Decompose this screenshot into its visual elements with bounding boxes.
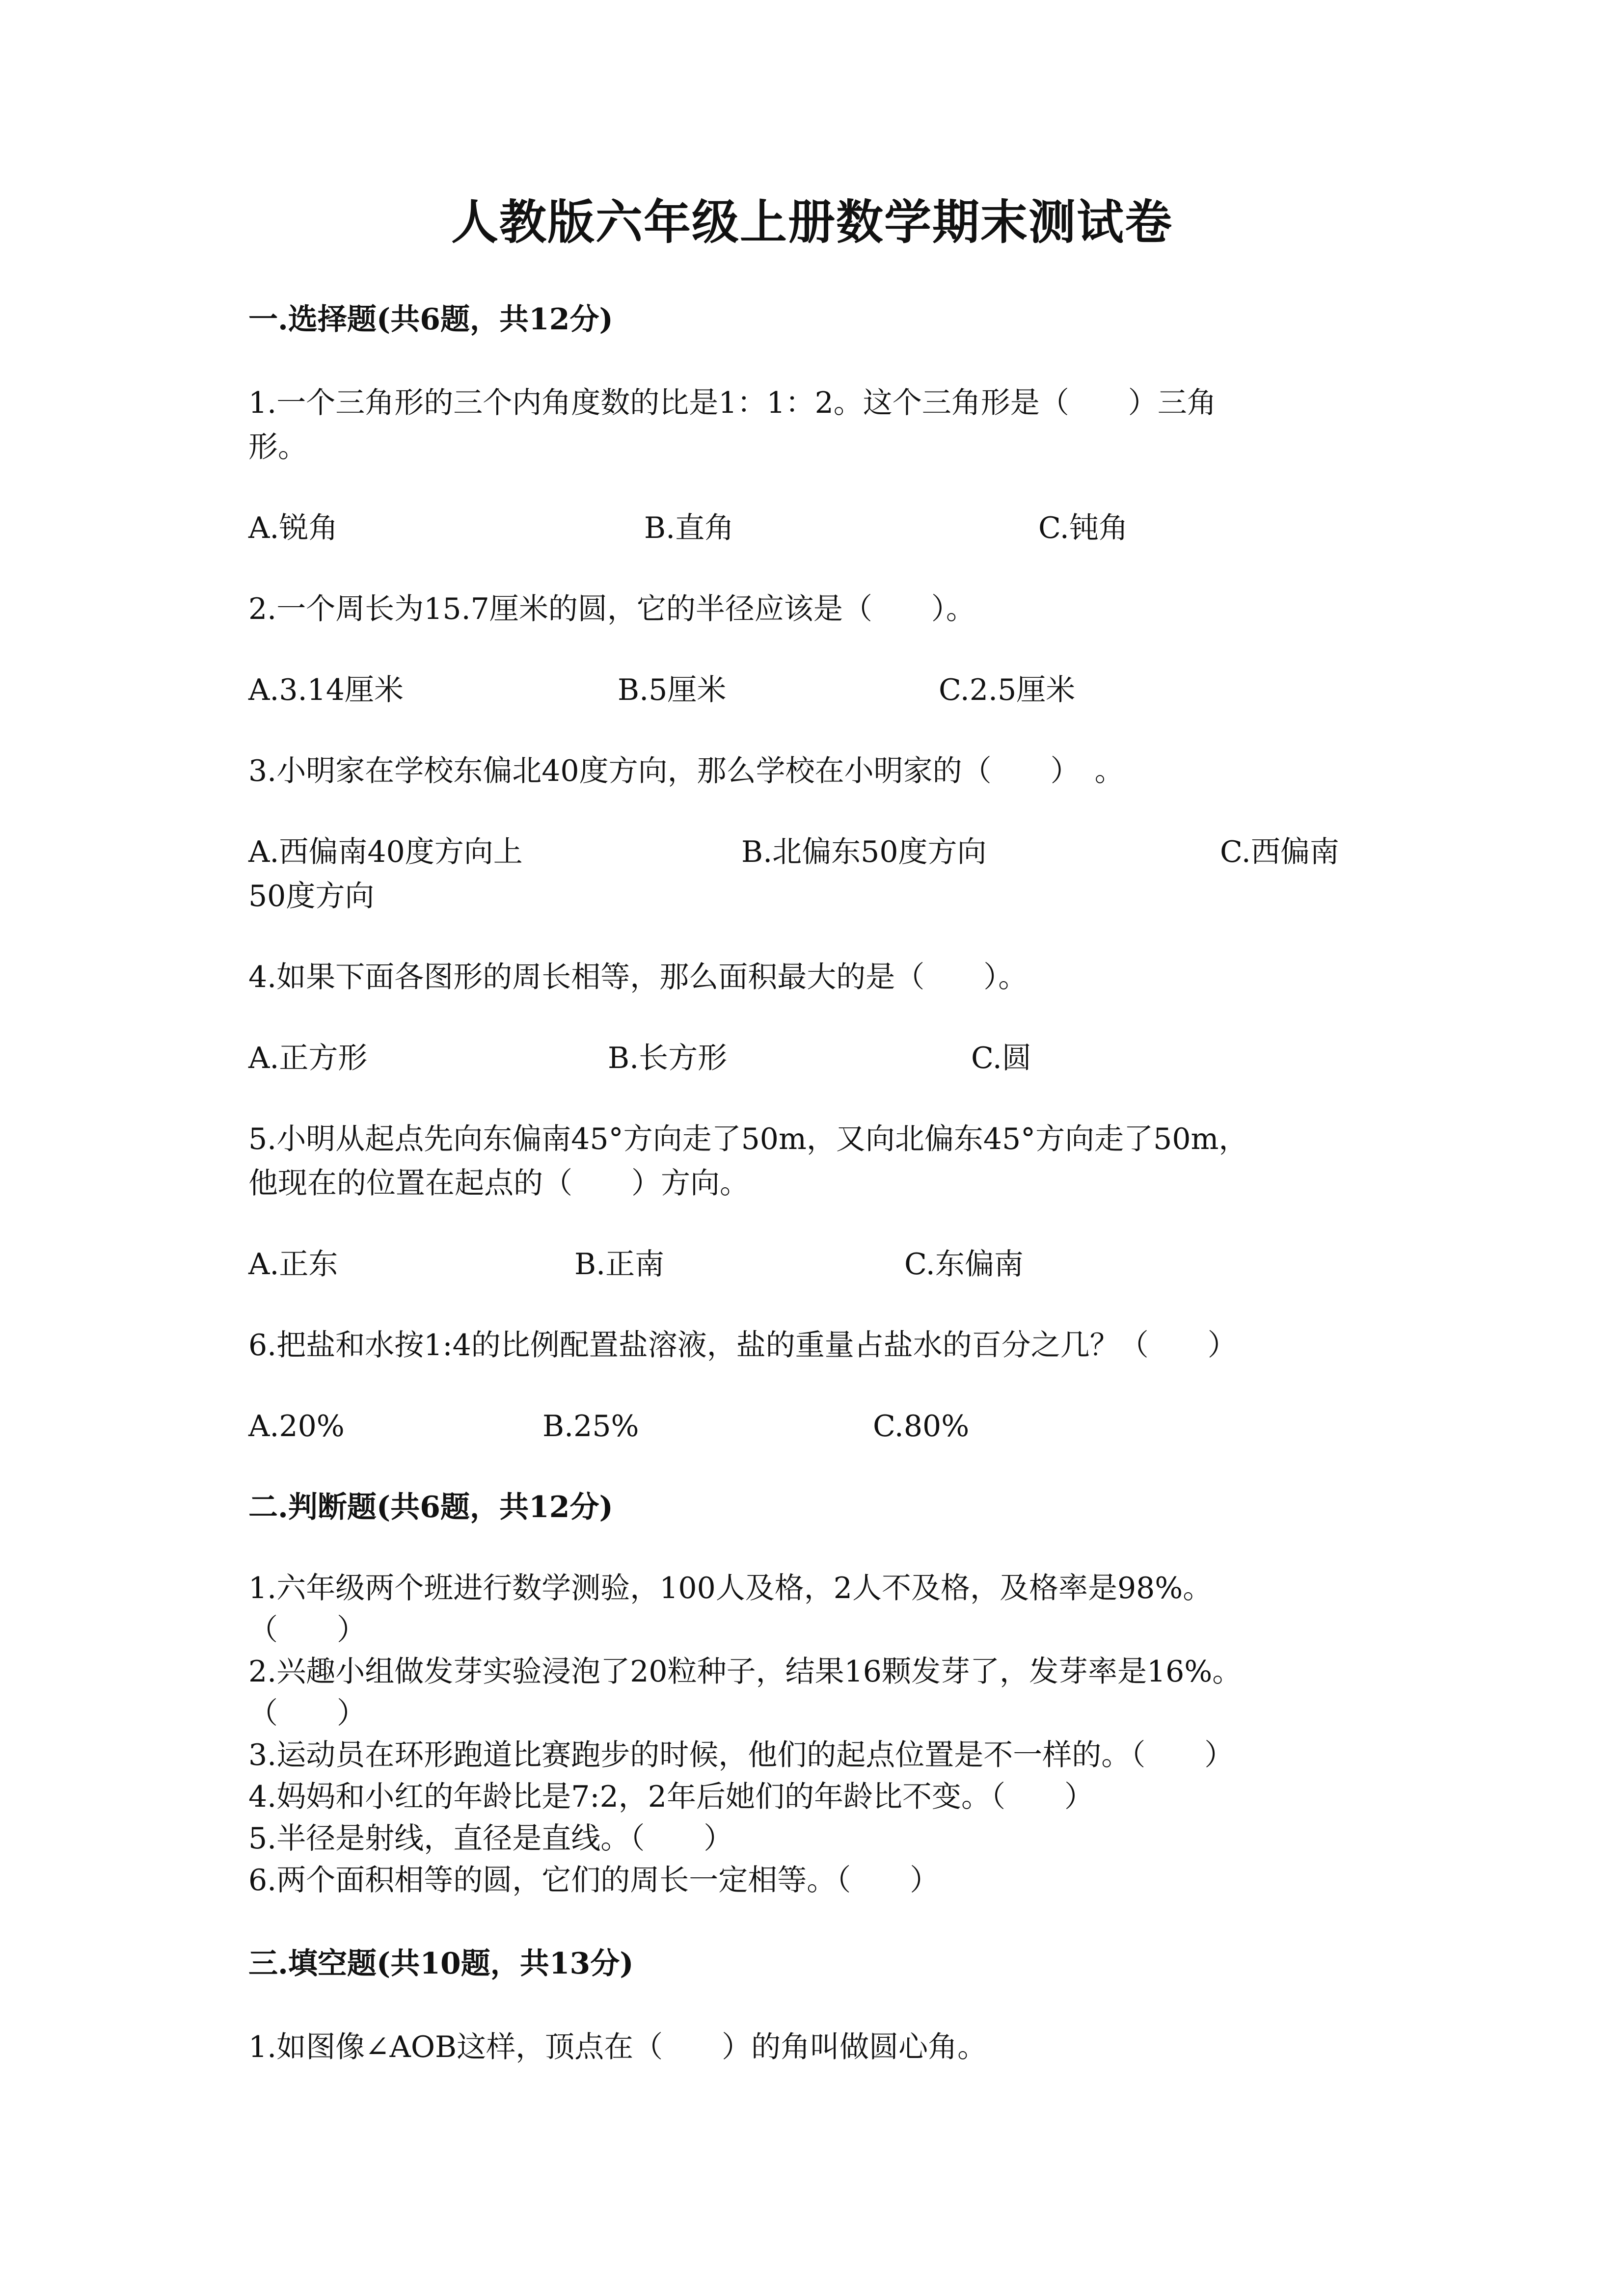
option-c: C.钝角 — [1038, 511, 1128, 545]
page-title: 人教版六年级上册数学期末测试卷 — [451, 194, 1173, 250]
question-text: 2.一个周长为15.7厘米的圆，它的半径应该是（ ）。 — [248, 592, 975, 626]
question-text: 1.六年级两个班进行数学测验，100人及格，2人不及格，及格率是98%。 — [248, 1571, 1213, 1605]
option-a: A.正方形 — [248, 1041, 368, 1075]
option-c: C.80% — [873, 1409, 970, 1443]
option-b: B.长方形 — [608, 1041, 728, 1075]
question-text: 5.半径是射线，直径是直线。（ ） — [248, 1821, 733, 1856]
option-b: B.直角 — [644, 511, 734, 545]
question-text: 1.如图像∠AOB这样，顶点在（ ）的角叫做圆心角。 — [248, 2030, 987, 2064]
question-text: 1.一个三角形的三个内角度数的比是1：1：2。这个三角形是（ ）三角 — [248, 386, 1217, 420]
section-heading-choice: 一.选择题(共6题，共12分) — [248, 302, 613, 337]
option-c: C.东偏南 — [904, 1247, 1024, 1281]
question-text: 6.把盐和水按1:4的比例配置盐溶液，盐的重量占盐水的百分之几？（ ） — [248, 1328, 1237, 1362]
question-text: 4.妈妈和小红的年龄比是7:2，2年后她们的年龄比不变。（ ） — [248, 1780, 1094, 1814]
option-a: A.正东 — [248, 1247, 338, 1281]
option-a: A.锐角 — [248, 511, 338, 545]
option-b: B.北偏东50度方向 — [741, 835, 987, 869]
question-text: 5.小明从起点先向东偏南45°方向走了50m，又向北偏东45°方向走了50m， — [248, 1122, 1248, 1156]
option-a: A.3.14厘米 — [248, 673, 404, 707]
question-text: 形。 — [248, 430, 307, 464]
question-text: 4.如果下面各图形的周长相等，那么面积最大的是（ ）。 — [248, 960, 1028, 994]
option-c: C.圆 — [971, 1041, 1031, 1075]
option-c: C.2.5厘米 — [939, 673, 1076, 707]
answer-bracket: （ ） — [248, 1696, 366, 1731]
option-b: B.5厘米 — [618, 673, 727, 707]
option-b: B.25% — [542, 1409, 639, 1443]
section-heading-fill-in: 三.填空题(共10题，共13分) — [248, 1947, 634, 1981]
option-b: B.正南 — [574, 1247, 665, 1281]
section-heading-judgement: 二.判断题(共6题，共12分) — [248, 1490, 613, 1524]
question-text: 他现在的位置在起点的（ ）方向。 — [248, 1166, 749, 1201]
option-c: C.西偏南 — [1220, 835, 1339, 869]
option-c-continued: 50度方向 — [248, 879, 375, 913]
question-text: 3.运动员在环形跑道比赛跑步的时候，他们的起点位置是不一样的。（ ） — [248, 1738, 1234, 1772]
option-a: A.20% — [248, 1409, 345, 1443]
question-text: 6.两个面积相等的圆，它们的周长一定相等。（ ） — [248, 1863, 940, 1897]
question-text: 2.兴趣小组做发芽实验浸泡了20粒种子，结果16颗发芽了，发芽率是16%。 — [248, 1655, 1242, 1689]
answer-bracket: （ ） — [248, 1613, 366, 1647]
option-a: A.西偏南40度方向上 — [248, 835, 523, 869]
question-text: 3.小明家在学校东偏北40度方向，那么学校在小明家的（ ） 。 — [248, 754, 1124, 788]
